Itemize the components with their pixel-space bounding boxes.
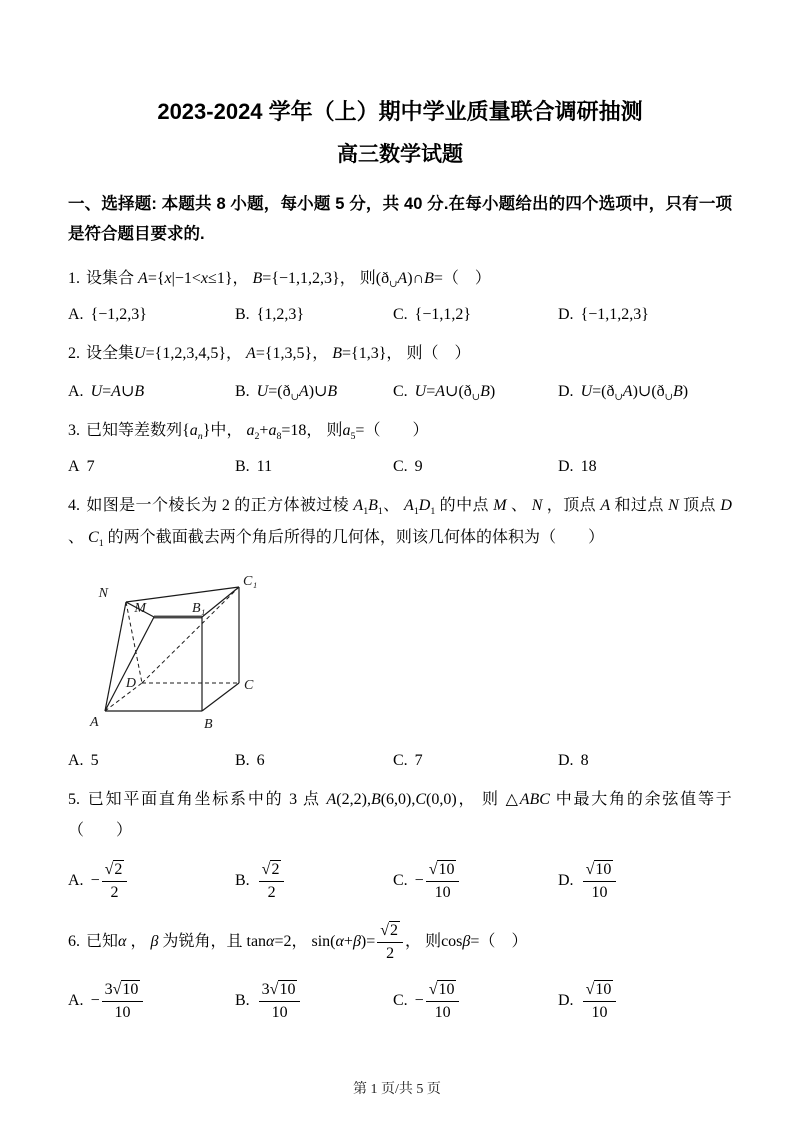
option-b — [235, 858, 393, 905]
option-value: 7 — [86, 458, 95, 476]
question-5 — [68, 784, 732, 905]
option-value: {−1,2,3} — [90, 306, 147, 323]
option-label: D. — [558, 872, 574, 890]
page-footer — [0, 1078, 794, 1098]
options-row — [68, 381, 732, 404]
option-c — [393, 458, 558, 476]
option-a — [68, 306, 235, 324]
vertex-label-B: B — [204, 716, 213, 732]
option-label: D. — [558, 992, 574, 1010]
vertex-label-D: D — [125, 675, 136, 691]
vertex-label-A: A — [90, 714, 99, 730]
options-row — [68, 458, 732, 476]
option-label: C. — [393, 383, 408, 401]
question-number: 1. — [68, 269, 80, 287]
option-value: 9 — [414, 458, 423, 476]
question-number: 5. — [68, 790, 80, 808]
option-value: $\frac{√10}{10}$ — [581, 992, 619, 1009]
option-a — [68, 752, 235, 770]
option-value: − $\frac{√10}{10}$ — [415, 992, 462, 1009]
question-6 — [68, 919, 732, 1025]
option-c — [393, 306, 558, 324]
option-value: U=A∪B — [90, 383, 145, 401]
option-b — [235, 978, 393, 1025]
page-number: 第 1 页/共 5 页 — [353, 1082, 441, 1097]
option-d — [558, 306, 732, 324]
question-number: 3. — [68, 422, 80, 440]
solid-edges — [105, 587, 239, 711]
option-c — [393, 381, 558, 404]
option-value: 11 — [256, 458, 273, 476]
page-subtitle: 高三数学试题 — [337, 142, 463, 166]
option-value: 6 — [256, 751, 265, 769]
option-label: B. — [235, 458, 250, 476]
option-b — [235, 752, 393, 770]
option-value: {1,2,3} — [256, 306, 305, 323]
option-a — [68, 381, 235, 401]
section-instruction: 一、选择题: 本题共 8 小题，每小题 5 分，共 40 分.在每小题给出的四个选项中，只有一项是符合题目要求的. — [68, 194, 732, 243]
option-label: A. — [68, 872, 84, 890]
question-stem: 如图是一个棱长为 2 的正方体被过棱 $A_1B_1$、 $A_1D_1$ 的中点 M 、 N ，顶点 A 和过点 N 顶点 D 、 $C_1$ 的两个截面截去两个角后所得的几何体，则该几何体的体积为（ ） — [68, 497, 732, 549]
option-label: A. — [68, 751, 84, 769]
cube-figure — [80, 563, 732, 740]
vertex-label-B1: B₁ — [192, 600, 206, 616]
option-d — [558, 858, 732, 905]
option-label: D. — [558, 383, 574, 401]
option-b — [235, 458, 393, 476]
option-c — [393, 752, 558, 770]
vertex-label-N: N — [98, 585, 108, 601]
option-value: $\frac{√2}{2}$ — [257, 872, 287, 889]
option-label: B. — [235, 751, 250, 769]
vertex-label-C: C — [244, 677, 254, 693]
option-label: C. — [393, 458, 408, 476]
option-d — [558, 752, 732, 770]
question-stem: 设全集U={1,2,3,4,5}， A={1,3,5}， B={1,3}， 则（ ） — [86, 345, 471, 362]
question-stem: 已知平面直角坐标系中的 3 点 A(2,2),B(6,0),C(0,0)， 则 △ABC 中最大角的余弦值等于（ ） — [68, 790, 732, 839]
option-label: A — [68, 458, 80, 476]
option-value: 18 — [580, 458, 597, 476]
option-label: C. — [393, 751, 408, 769]
option-d — [558, 381, 732, 404]
option-label: D. — [558, 306, 574, 323]
option-label: B. — [235, 992, 250, 1010]
options-row — [68, 978, 732, 1025]
vertex-label-C1: C₁ — [243, 573, 258, 589]
question-4 — [68, 490, 732, 769]
option-label: C. — [393, 992, 408, 1010]
question-stem: 已知α ， β 为锐角，且 tanα=2， sin(α+β)= $\frac{√2}{2}$ ， 则cosβ=（ ） — [86, 922, 528, 963]
option-a — [68, 858, 235, 905]
option-value: 5 — [90, 751, 99, 769]
option-value: − $\frac{√10}{10}$ — [415, 872, 462, 889]
option-value: 8 — [580, 751, 589, 769]
option-label: C. — [393, 306, 408, 323]
option-label: A. — [68, 992, 84, 1010]
option-value: $U=(ð_\cup A)\cup B$ — [256, 383, 338, 404]
option-b — [235, 306, 393, 324]
option-label: B. — [235, 383, 250, 401]
option-label: A. — [68, 306, 84, 323]
question-number: 4. — [68, 497, 80, 515]
option-value: $\frac{3√10}{10}$ — [257, 992, 303, 1009]
option-label: B. — [235, 306, 250, 323]
option-label: D. — [558, 458, 574, 476]
option-label: B. — [235, 872, 250, 890]
option-value: {−1,1,2} — [414, 306, 472, 323]
question-3 — [68, 415, 732, 476]
option-label: A. — [68, 383, 84, 401]
option-value: $\frac{√10}{10}$ — [581, 872, 619, 889]
option-label: C. — [393, 872, 408, 890]
question-stem: 设集合 A={x|−1<x≤1}， B={−1,1,2,3}， 则$(ð_\cup A)\cap B=$（ ） — [86, 269, 491, 290]
option-c — [393, 978, 558, 1025]
option-value: 7 — [414, 751, 423, 769]
option-a — [68, 978, 235, 1025]
option-value: $U=(ð_\cup A)\cup(ð_\cup B)$ — [580, 383, 689, 404]
cube-diagram — [80, 563, 280, 735]
option-a — [68, 458, 235, 476]
question-1 — [68, 263, 732, 324]
option-value: − $\frac{√2}{2}$ — [91, 872, 130, 889]
page-title: 2023-2024 学年（上）期中学业质量联合调研抽测 — [157, 99, 643, 124]
option-b — [235, 381, 393, 404]
option-d — [558, 458, 732, 476]
question-number: 6. — [68, 933, 80, 951]
question-stem: 已知等差数列$\{a_n\}$中， $a_2+a_8=18$， 则$a_5=$（ ） — [86, 422, 429, 443]
option-c — [393, 858, 558, 905]
option-d — [558, 978, 732, 1025]
option-value: − $\frac{3√10}{10}$ — [91, 992, 146, 1009]
vertex-label-M: M — [134, 600, 146, 616]
question-2 — [68, 338, 732, 404]
options-row — [68, 306, 732, 324]
option-value: $U=A\cup(ð_\cup B)$ — [414, 383, 496, 404]
option-value: {−1,1,2,3} — [580, 306, 649, 323]
options-row — [68, 858, 732, 905]
option-label: D. — [558, 751, 574, 769]
options-row — [68, 752, 732, 770]
question-number: 2. — [68, 345, 80, 362]
